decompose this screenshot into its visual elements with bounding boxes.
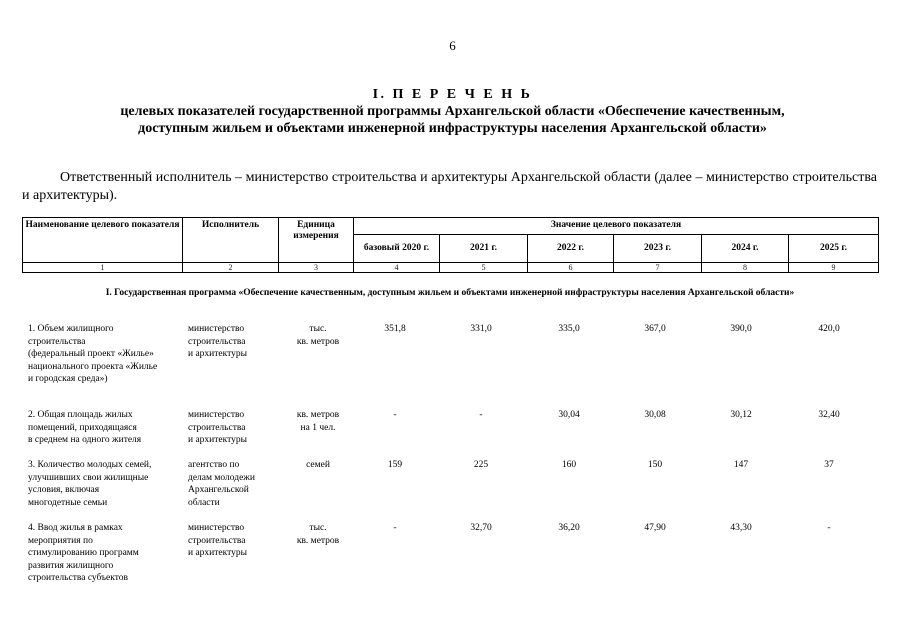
text-line: кв. метров: [296, 336, 340, 347]
value-cell: 47,90: [644, 523, 666, 533]
text-line: 1. Объем жилищного: [28, 324, 114, 334]
value-cell: 159: [387, 460, 403, 470]
unit: [282, 409, 354, 434]
subtitle-line-2: доступным жильем и объектами инженерной инфраструктуры населения Архангельской области»: [138, 121, 767, 136]
text-line: мероприятия по: [28, 535, 93, 546]
text-line: в среднем на одного жителя: [28, 435, 142, 445]
text-line: 3. Количество молодых семей,: [28, 460, 152, 470]
text-line: кв. метров: [296, 410, 340, 420]
unit: [282, 323, 354, 348]
text-line: многодетные семьи: [28, 497, 108, 508]
responsible-executor-text: Ответственный исполнитель – министерство строительства и архитектуры Архангельской области (далее – министерство строительства и архитектуры).: [22, 170, 877, 203]
text-line: строительства: [188, 535, 246, 546]
value-cell: 30,04: [558, 410, 580, 420]
header-year: 2023 г.: [614, 235, 702, 263]
header-year: базовый 2020 г.: [354, 235, 440, 263]
column-number: 8: [702, 263, 789, 273]
value-cell: -: [479, 410, 483, 420]
value-cell: -: [393, 523, 397, 533]
column-number: 6: [528, 263, 614, 273]
table-header: [22, 217, 879, 263]
document-title: I. П Е Р Е Ч Е Н Ь: [372, 87, 533, 102]
text-line: 2. Общая площадь жилых: [28, 410, 133, 420]
column-number: 3: [279, 263, 354, 273]
indicator-name: [28, 323, 188, 386]
text-line: министерство: [188, 410, 245, 420]
column-numbers-row: [22, 262, 879, 273]
value-cell: -: [393, 410, 397, 420]
text-line: и архитектуры: [188, 349, 248, 359]
text-line: стимулированию программ: [28, 548, 139, 558]
header-year: 2025 г.: [789, 235, 879, 263]
text-line: тыс.: [309, 324, 327, 334]
text-line: агентство по: [188, 460, 240, 470]
executor: [188, 323, 280, 361]
text-line: и городская среда»): [28, 374, 108, 384]
page-number: 6: [449, 38, 456, 53]
text-line: строительства субъектов: [28, 573, 129, 583]
text-line: улучшивших свои жилищные: [28, 472, 149, 483]
value-cell: 30,12: [730, 410, 752, 420]
indicator-name: [28, 522, 188, 585]
text-line: делам молодежи: [188, 472, 255, 483]
text-line: (федеральный проект «Жилье»: [28, 349, 154, 359]
value-cell: 390,0: [730, 324, 752, 334]
text-line: министерство: [188, 324, 245, 334]
text-line: семей: [306, 460, 330, 470]
text-line: министерство: [188, 523, 245, 533]
header-year: 2024 г.: [702, 235, 789, 263]
unit: [282, 459, 354, 472]
unit: [282, 522, 354, 547]
column-number: 9: [789, 263, 879, 273]
column-number: 1: [23, 263, 183, 273]
document-subtitle: [70, 103, 835, 137]
indicator-name: [28, 409, 188, 447]
value-cell: 147: [733, 460, 749, 470]
text-line: условия, включая: [28, 485, 100, 495]
text-line: 4. Ввод жилья в рамках: [28, 523, 123, 533]
header-value-group: Значение целевого показателя: [354, 218, 879, 235]
column-number: 5: [440, 263, 528, 273]
value-cell: 36,20: [558, 523, 580, 533]
header-executor: Исполнитель: [183, 218, 279, 263]
value-cell: 32,70: [470, 523, 492, 533]
text-line: кв. метров: [296, 535, 340, 546]
header-unit: Единица измерения: [279, 218, 354, 263]
header-year: 2022 г.: [528, 235, 614, 263]
text-line: строительства: [188, 422, 246, 433]
section-title: I. Государственная программа «Обеспечение качественным, доступным жильем и объектами инженерной инфраструктуры населения Архангельской области»: [105, 288, 795, 298]
header-name: Наименование целевого показателя: [23, 218, 183, 263]
value-cell: 367,0: [644, 324, 666, 334]
value-cell: 335,0: [558, 324, 580, 334]
value-cell: 43,30: [730, 523, 752, 533]
text-line: Архангельской: [188, 485, 249, 495]
subtitle-line-1: целевых показателей государственной программы Архангельской области «Обеспечение качественным,: [120, 104, 785, 119]
value-cell: 225: [473, 460, 489, 470]
column-number: 4: [354, 263, 440, 273]
executor: [188, 409, 280, 447]
value-cell: 150: [647, 460, 663, 470]
column-number: 7: [614, 263, 702, 273]
text-line: области: [188, 497, 220, 508]
text-line: развития жилищного: [28, 560, 114, 571]
text-line: строительства: [28, 336, 86, 347]
value-cell: 420,0: [818, 324, 840, 334]
text-line: и архитектуры: [188, 548, 248, 558]
text-line: строительства: [188, 336, 246, 347]
text-line: и архитектуры: [188, 435, 248, 445]
text-line: на 1 чел.: [300, 422, 336, 433]
value-cell: 30,08: [644, 410, 666, 420]
value-cell: -: [827, 523, 831, 533]
value-cell: 37: [824, 460, 834, 470]
executor: [188, 522, 280, 560]
column-number: 2: [183, 263, 279, 273]
indicator-name: [28, 459, 188, 509]
value-cell: 32,40: [818, 410, 840, 420]
value-cell: 351,8: [384, 324, 406, 334]
text-line: национального проекта «Жилье: [28, 361, 158, 372]
value-cell: 160: [561, 460, 577, 470]
executor: [188, 459, 280, 509]
text-line: тыс.: [309, 523, 327, 533]
header-year: 2021 г.: [440, 235, 528, 263]
text-line: помещений, приходящаяся: [28, 422, 137, 433]
value-cell: 331,0: [470, 324, 492, 334]
